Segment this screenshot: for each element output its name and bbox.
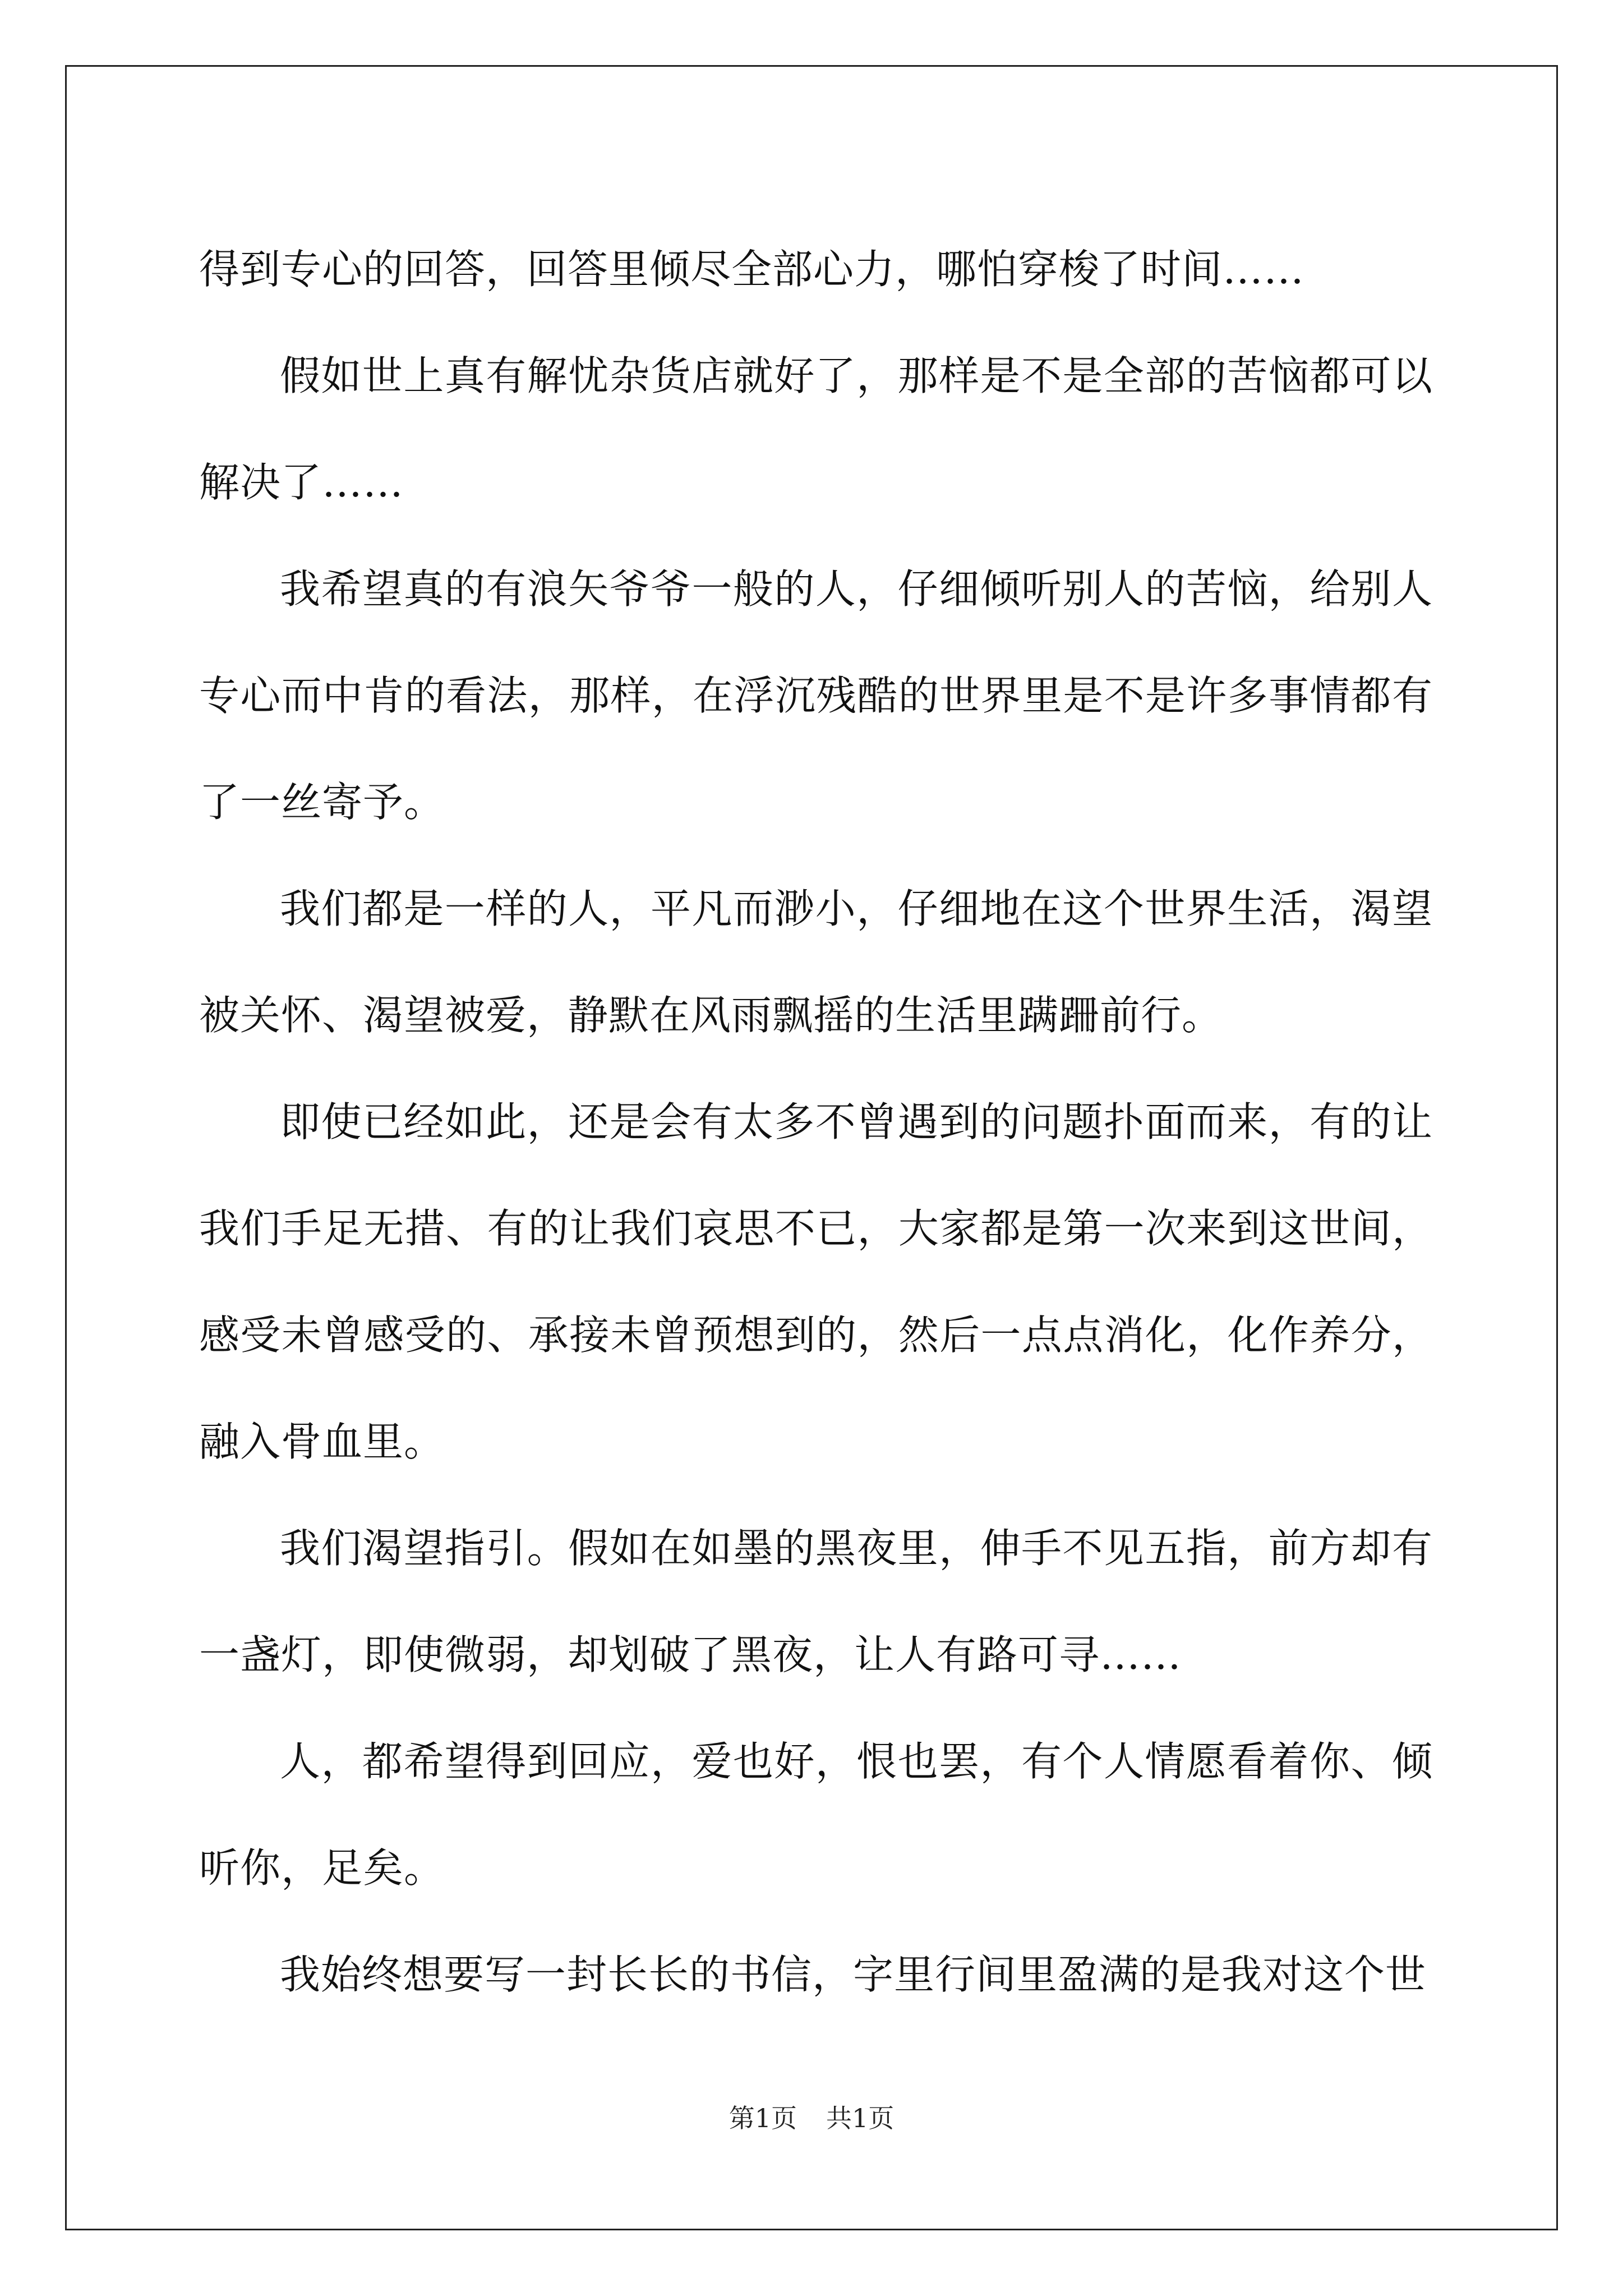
- paragraph-3: 我希望真的有浪矢爷爷一般的人，仔细倾听别人的苦恼，给别人专心而中肯的看法，那样，在浮沉残酷的世界里是不是许多事情都有了一丝寄予。: [199, 565, 1433, 826]
- paragraph-4: 我们都是一样的人，平凡而渺小，仔细地在这个世界生活，渴望被关怀、渴望被爱，静默在风雨飘摇的生活里蹒跚前行。: [199, 885, 1433, 1039]
- paragraph-8: 我始终想要写一封长长的书信，字里行间里盈满的是我对这个世: [280, 1951, 1427, 1998]
- paragraph-7: 人，都希望得到回应，爱也好，恨也罢，有个人情愿看着你、倾听你，足矣。: [199, 1738, 1433, 1892]
- paragraph-1: 得到专心的回答，回答里倾尽全部心力，哪怕穿梭了时间……: [199, 246, 1305, 293]
- paragraph-5: 即使已经如此，还是会有太多不曾遇到的问题扑面而来，有的让我们手足无措、有的让我们哀思不已，大家都是第一次来到这世间，感受未曾感受的、承接未曾预想到的，然后一点点消化，化作养分，融入骨血里。: [199, 1098, 1433, 1465]
- paragraph-2: 假如世上真有解忧杂货店就好了，那样是不是全部的苦恼都可以解决了……: [199, 352, 1433, 506]
- page-number-current: 第1页: [728, 2103, 797, 2133]
- page-footer: [0, 2098, 1623, 2135]
- paragraph-6: 我们渴望指引。假如在如墨的黑夜里，伸手不见五指，前方却有一盏灯，即使微弱，却划破了黑夜，让人有路可寻……: [199, 1525, 1433, 1678]
- document-body: [199, 216, 1433, 2028]
- page-number-total: 共1页: [826, 2103, 895, 2133]
